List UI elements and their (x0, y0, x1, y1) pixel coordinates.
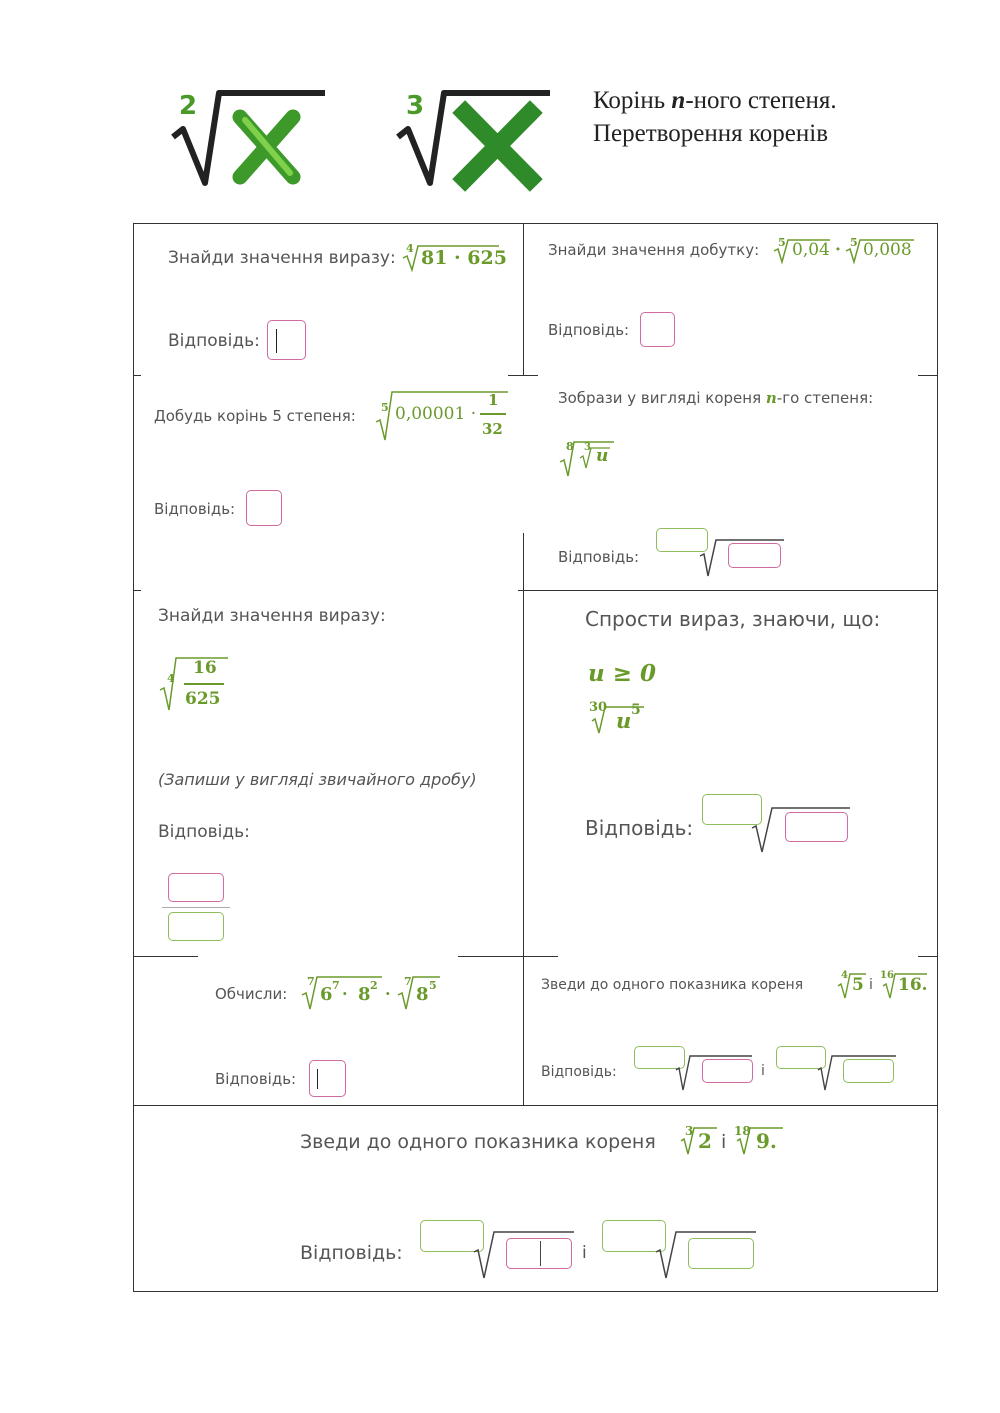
title-line-2: Перетворення коренів (593, 120, 829, 147)
answer-input[interactable] (640, 312, 675, 347)
divider (133, 590, 141, 591)
answer-label: Відповідь: (585, 816, 694, 840)
answer-label: Відповідь: (158, 822, 250, 842)
root-index: 4 (841, 970, 848, 981)
page-title (593, 84, 973, 150)
divider (133, 956, 198, 957)
radicand-input[interactable] (702, 1059, 753, 1083)
root-index: 18 (734, 1124, 751, 1138)
answer-label: Відповідь: (558, 548, 640, 566)
prompt: Знайди значення виразу: (158, 606, 386, 626)
answer-input[interactable] (309, 1060, 346, 1097)
root-index: 4 (167, 672, 175, 685)
fraction-denominator: 625 (185, 689, 221, 709)
title-line-1: Корінь n-ного степеня. (593, 87, 837, 114)
divider (133, 1105, 938, 1106)
and-word: і (721, 1131, 727, 1153)
answer-input[interactable] (267, 320, 306, 360)
logo-square-root (165, 85, 335, 195)
logo-cube-root (390, 85, 560, 195)
radicand-input[interactable] (506, 1238, 572, 1269)
root-index: 5 (381, 401, 389, 414)
root-index: 7 (307, 975, 315, 988)
fraction-bar (184, 683, 224, 685)
fraction-line (162, 907, 230, 908)
radicand: 0,008 (863, 240, 912, 260)
base: 6 (320, 984, 333, 1005)
prompt: Добудь корінь 5 степеня: (154, 407, 356, 425)
divider (458, 956, 558, 957)
exponent: 5 (429, 979, 437, 992)
answer-input[interactable] (246, 490, 282, 526)
radicand: 9. (756, 1129, 777, 1153)
fraction-bar (480, 413, 506, 415)
answer-label: Відповідь: (300, 1242, 403, 1264)
radicand: 2 (698, 1129, 712, 1153)
answer-label: Відповідь: (154, 500, 236, 518)
divider (523, 223, 524, 375)
denominator-input[interactable] (168, 912, 224, 941)
fraction-numerator: 1 (488, 391, 499, 409)
exponent: 2 (370, 979, 378, 992)
hint: (Запиши у вигляді звичайного дробу) (158, 770, 477, 789)
radicand: 81 · 625 (421, 247, 507, 269)
prompt: Спрости вираз, знаючи, що: (585, 607, 881, 631)
base: 8 (416, 984, 429, 1005)
times-sign: · (342, 984, 348, 1003)
answer-label: Відповідь: (168, 331, 260, 351)
divider (508, 375, 538, 376)
radicand: u (616, 708, 632, 733)
condition: u ≥ 0 (588, 660, 657, 687)
radicand: 0,04 (792, 240, 830, 260)
prompt: Знайди значення добутку: (548, 241, 760, 259)
answer-label: Відповідь: (541, 1064, 617, 1080)
exponent: 5 (631, 702, 641, 718)
and-word: і (582, 1243, 587, 1263)
root-index: 8 (566, 440, 574, 453)
times-sign: · (385, 984, 391, 1003)
answer-label: Відповідь: (548, 321, 630, 339)
divider (918, 956, 938, 957)
base: 8 (358, 984, 371, 1005)
divider (518, 590, 938, 591)
root-index: 7 (404, 975, 412, 988)
inner-root-index: 3 (584, 442, 591, 453)
root-index: 4 (406, 242, 414, 255)
root-index: 5 (778, 236, 786, 249)
and-word: і (869, 977, 873, 993)
radicand-input[interactable] (728, 543, 781, 568)
radicand: 16. (898, 975, 928, 995)
divider (523, 533, 524, 590)
logo-index: 2 (179, 91, 198, 121)
divider (523, 590, 524, 1105)
radicand: 0,00001 · (395, 404, 477, 424)
and-word: і (761, 1063, 765, 1079)
logo-index: 3 (406, 91, 425, 121)
prompt: Зведи до одного показника кореня (300, 1131, 656, 1153)
root-index: 30 (589, 700, 608, 715)
prompt: Зобрази у вигляді кореня n-го степеня: (558, 389, 874, 407)
exponent: 7 (332, 979, 340, 992)
radicand-input[interactable] (785, 812, 848, 842)
divider (918, 375, 938, 376)
times-sign: · (835, 240, 841, 260)
prompt: Зведи до одного показника кореня (541, 977, 804, 993)
fraction-numerator: 16 (193, 658, 217, 678)
radicand: 5 (852, 975, 864, 995)
radicand: u (596, 446, 609, 466)
fraction-denominator: 32 (482, 420, 503, 438)
radicand-input[interactable] (688, 1238, 754, 1269)
root-index: 16 (880, 970, 894, 981)
prompt: Знайди значення виразу: (168, 248, 396, 268)
root-index: 5 (850, 236, 858, 249)
divider (133, 375, 141, 376)
prompt: Обчисли: (215, 985, 288, 1003)
root-index: 3 (685, 1124, 694, 1138)
radicand-input[interactable] (843, 1059, 894, 1083)
answer-label: Відповідь: (215, 1070, 297, 1088)
numerator-input[interactable] (168, 873, 224, 902)
